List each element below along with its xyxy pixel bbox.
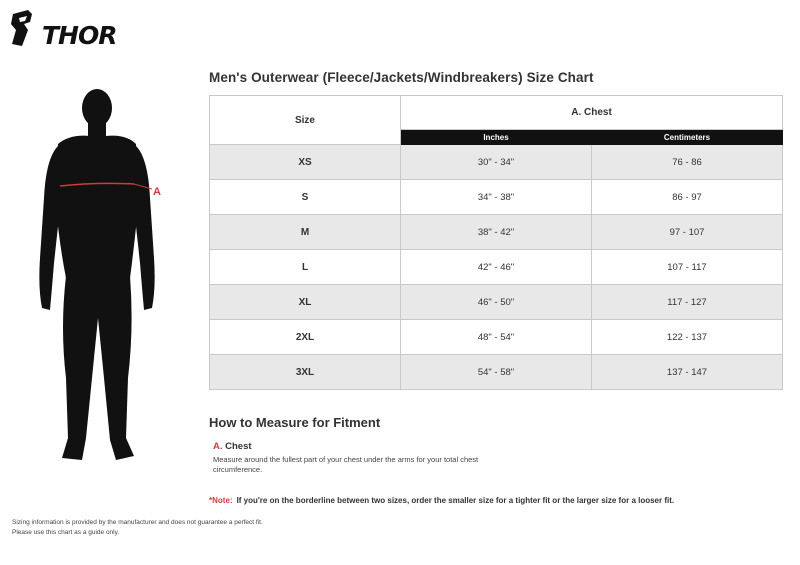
- brand-name: THOR: [42, 21, 117, 50]
- cm-cell: 117 - 127: [592, 285, 783, 320]
- table-row: [210, 180, 783, 215]
- measure-item-letter: A.: [213, 441, 223, 452]
- disclaimer-line-1: Sizing information is provided by the manufacturer and does not guarantee a perfect fit.: [12, 519, 263, 526]
- cm-cell: 122 - 137: [592, 320, 783, 355]
- size-chart-table: [209, 95, 783, 390]
- cm-cell: 76 - 86: [592, 145, 783, 180]
- size-cell: S: [210, 180, 401, 215]
- inches-cell: 42" - 46": [401, 250, 592, 285]
- cm-cell: 97 - 107: [592, 215, 783, 250]
- inches-cell: 48" - 54": [401, 320, 592, 355]
- header-inches: Inches: [401, 130, 592, 145]
- disclaimer: [12, 518, 263, 538]
- inches-cell: 38" - 42": [401, 215, 592, 250]
- table-row: [210, 250, 783, 285]
- chest-marker-label: A: [153, 186, 161, 198]
- table-row: [210, 320, 783, 355]
- header-chest: A. Chest: [401, 96, 783, 130]
- chart-title: Men's Outerwear (Fleece/Jackets/Windbreakers) Size Chart: [209, 70, 594, 85]
- sizing-note: [209, 496, 674, 505]
- cm-cell: 137 - 147: [592, 355, 783, 390]
- table-row: [210, 285, 783, 320]
- inches-cell: 46" - 50": [401, 285, 592, 320]
- table-row: [210, 215, 783, 250]
- note-label: *Note:: [209, 496, 233, 505]
- size-cell: XS: [210, 145, 401, 180]
- size-cell: 2XL: [210, 320, 401, 355]
- cm-cell: 86 - 97: [592, 180, 783, 215]
- size-cell: M: [210, 215, 401, 250]
- measure-item-description: Measure around the fullest part of your chest under the arms for your total chest circumference.: [213, 455, 479, 474]
- header-centimeters: Centimeters: [592, 130, 783, 145]
- table-row: [210, 145, 783, 180]
- thor-logo: [10, 8, 132, 50]
- size-cell: XL: [210, 285, 401, 320]
- thor-helmet-icon: [10, 8, 34, 48]
- header-size: Size: [210, 96, 401, 145]
- measure-item-name: Chest: [225, 441, 252, 452]
- measure-item-label: [213, 441, 252, 452]
- inches-cell: 30" - 34": [401, 145, 592, 180]
- size-cell: 3XL: [210, 355, 401, 390]
- inches-cell: 54" - 58": [401, 355, 592, 390]
- disclaimer-line-2: Please use this chart as a guide only.: [12, 529, 120, 536]
- size-cell: L: [210, 250, 401, 285]
- inches-cell: 34" - 38": [401, 180, 592, 215]
- measure-section-title: How to Measure for Fitment: [209, 415, 381, 430]
- note-text: If you're on the borderline between two sizes, order the smaller size for a tighter fit or the larger size for a looser fit.: [236, 496, 675, 505]
- body-silhouette: [30, 88, 180, 468]
- cm-cell: 107 - 117: [592, 250, 783, 285]
- table-row: [210, 355, 783, 390]
